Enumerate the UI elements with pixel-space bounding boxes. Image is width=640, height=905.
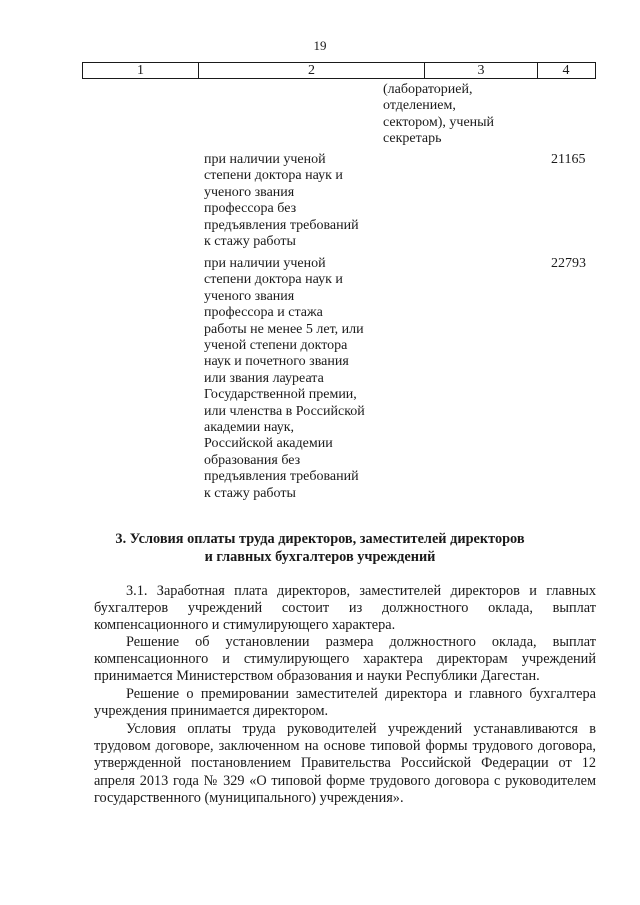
table-row-salary: 22793 <box>551 256 586 271</box>
table-header-row <box>82 62 596 79</box>
column-header-2: 2 <box>199 63 425 78</box>
paragraph: Решение об установлении размера должностного оклада, выплат компенсационного и стимулирующего характера директорам учреждений принимается Министерством образования и науки Республики Дагестан. <box>94 634 596 685</box>
paragraph: 3.1. Заработная плата директоров, заместителей директоров и главных бухгалтеров учреждений состоит из должностного оклада, выплат компенсационного и стимулирующего характера. <box>94 583 596 634</box>
paragraph: Решение о премировании заместителей директора и главного бухгалтера учреждения принимается директором. <box>94 686 596 720</box>
table-row-condition: при наличии ученой степени доктора наук и ученого звания профессора и стажа работы не менее 5 лет, или ученой степени доктора наук и почетного звания или звания лауреата Государственной премии, или членства в Российской академии наук, Российской академии образования без предъявления требований к стажу работы <box>204 256 365 501</box>
section-heading: 3. Условия оплаты труда директоров, заместителей директоров и главных бухгалтеров учреждений <box>115 531 525 565</box>
column-header-1: 1 <box>83 63 199 78</box>
table-row-condition: при наличии ученой степени доктора наук и ученого звания профессора без предъявления требований к стажу работы <box>204 152 359 250</box>
paragraph: Условия оплаты труда руководителей учреждений устанавливаются в трудовом договоре, заключенном на основе типовой формы трудового договора, утвержденной постановлением Правительства Российской Федерации от 12 апреля 2013 года № 329 «О типовой форме трудового договора с руководителем государственного (муниципального) учреждения». <box>94 721 596 806</box>
column-header-3: 3 <box>425 63 538 78</box>
table-row-salary: 21165 <box>551 152 586 167</box>
page-number: 19 <box>313 38 327 53</box>
position-title-continuation: (лабораторией, отделением, сектором), ученый секретарь <box>383 82 495 147</box>
column-header-4: 4 <box>562 63 570 78</box>
